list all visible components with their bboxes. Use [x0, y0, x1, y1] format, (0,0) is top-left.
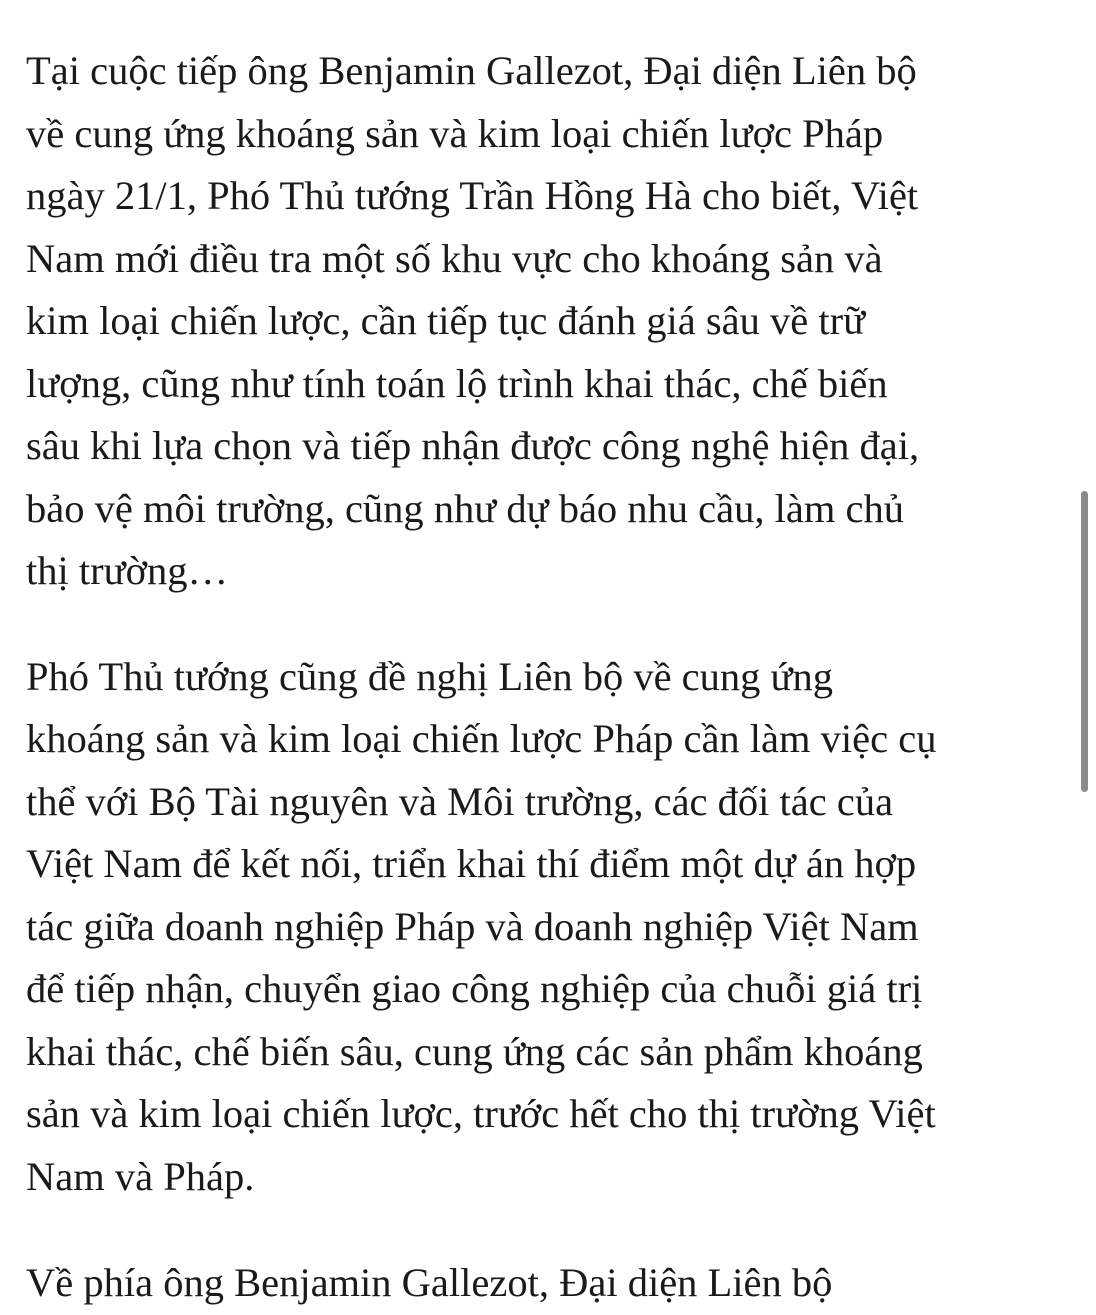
text-line: Nam mới điều tra một số khu vực cho khoáng sản và — [26, 235, 883, 281]
text-line: lượng, cũng như tính toán lộ trình khai thác, chế biến — [26, 360, 888, 406]
text-line: khai thác, chế biến sâu, cung ứng các sản phẩm khoáng — [26, 1028, 923, 1074]
text-line: Về phía ông Benjamin Gallezot, Đại diện Liên bộ — [26, 1260, 833, 1305]
text-line: Tại cuộc tiếp ông Benjamin Gallezot, Đại diện Liên bộ — [26, 48, 917, 93]
paragraph-1 — [26, 40, 1066, 603]
text-line: thể với Bộ Tài nguyên và Môi trường, các đối tác của — [26, 778, 894, 824]
paragraph-3 — [26, 1252, 1066, 1315]
article-body — [26, 40, 1066, 1315]
text-line: sâu khi lựa chọn và tiếp nhận được công nghệ hiện đại, — [26, 423, 920, 468]
text-line: bảo vệ môi trường, cũng như dự báo nhu cầu, làm chủ — [26, 485, 904, 531]
vertical-scrollbar[interactable] — [1081, 491, 1088, 792]
text-line: Phó Thủ tướng cũng đề nghị Liên bộ về cung ứng — [26, 653, 833, 699]
text-line: để tiếp nhận, chuyển giao công nghiệp của chuỗi giá trị — [26, 966, 923, 1011]
text-line: thị trường… — [26, 548, 228, 593]
text-line: tác giữa doanh nghiệp Pháp và doanh nghiệp Việt Nam — [26, 903, 919, 949]
text-line: khoáng sản và kim loại chiến lược Pháp cần làm việc cụ — [26, 716, 937, 761]
paragraph-2 — [26, 646, 1066, 1209]
text-line: Việt Nam để kết nối, triển khai thí điểm một dự án hợp — [26, 841, 917, 886]
text-line: ngày 21/1, Phó Thủ tướng Trần Hồng Hà cho biết, Việt — [26, 173, 919, 218]
text-line: về cung ứng khoáng sản và kim loại chiến lược Pháp — [26, 110, 884, 156]
text-line: Nam và Pháp. — [26, 1153, 255, 1199]
text-line: kim loại chiến lược, cần tiếp tục đánh giá sâu về trữ — [26, 298, 866, 343]
text-line: sản và kim loại chiến lược, trước hết cho thị trường Việt — [26, 1091, 936, 1136]
